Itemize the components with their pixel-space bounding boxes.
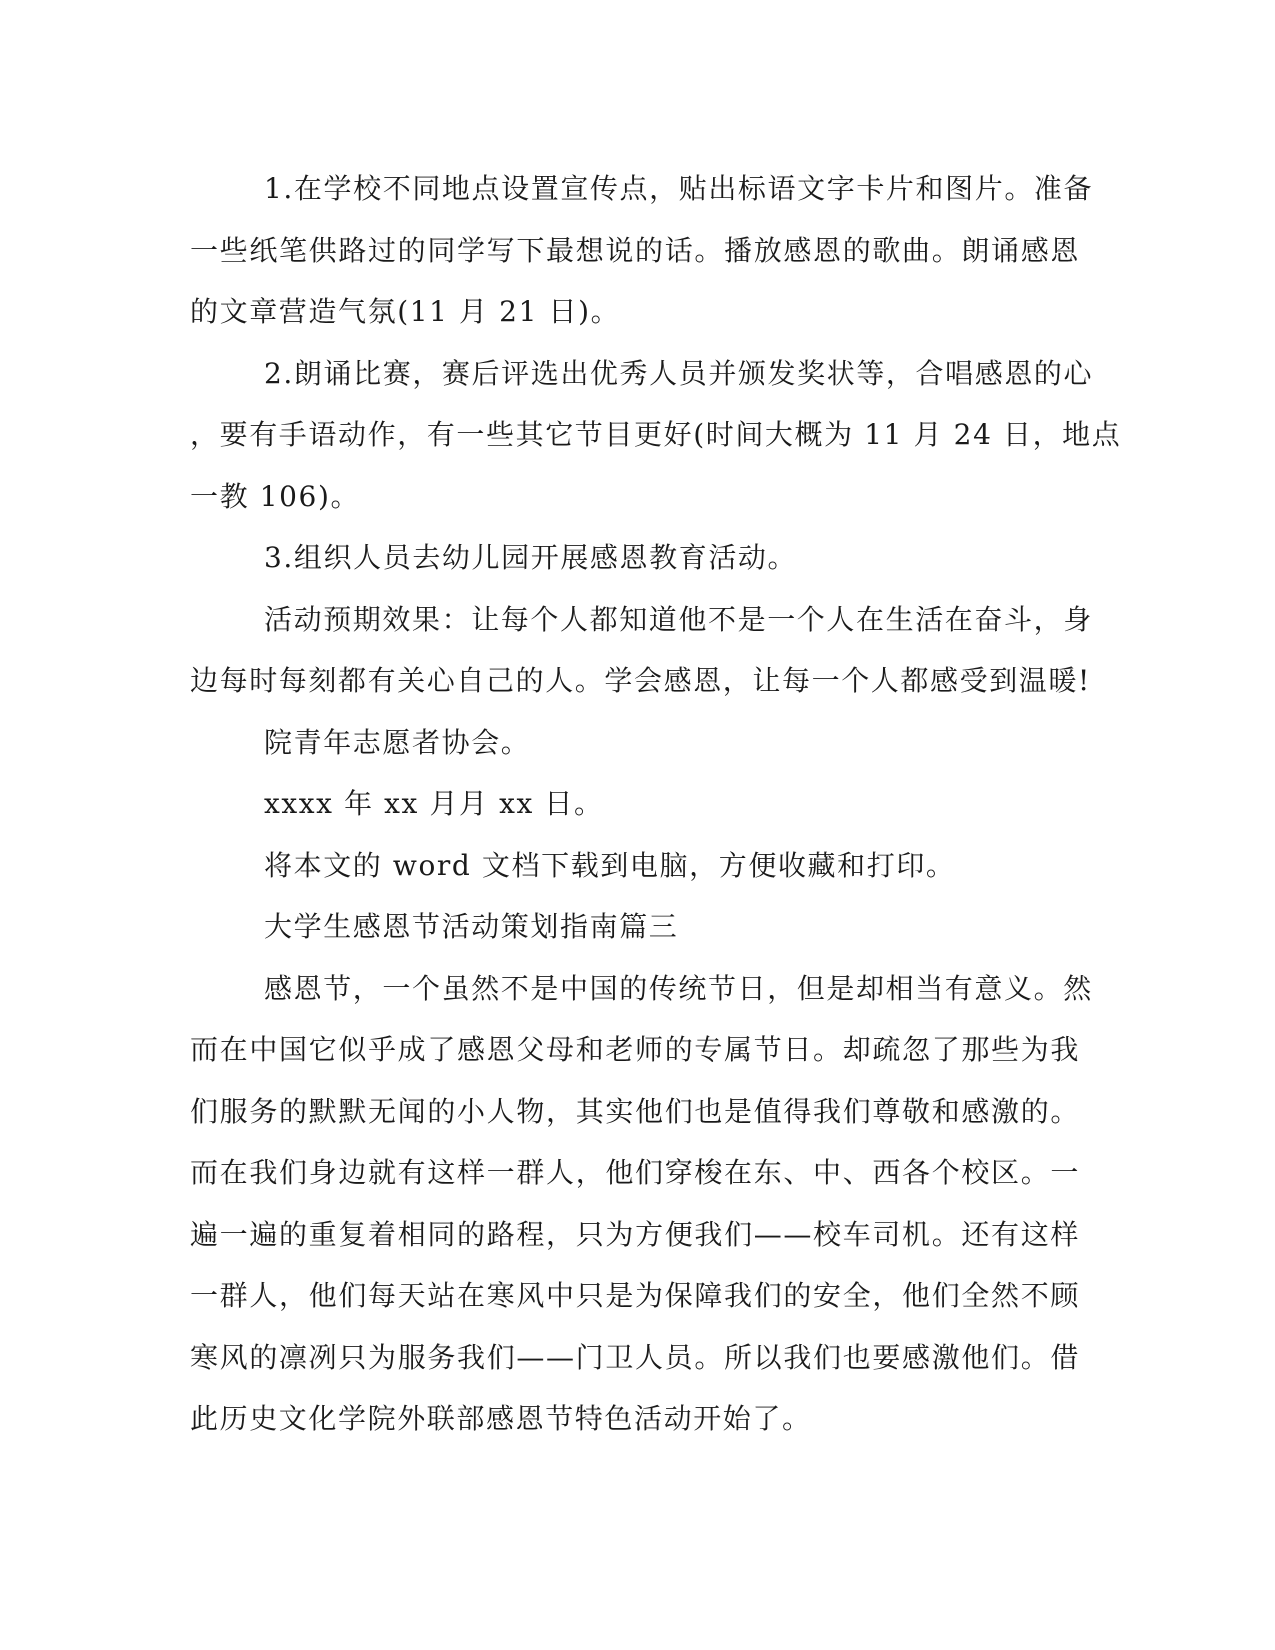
- paragraph-item-3: [190, 527, 1080, 589]
- text-line: 此历史文化学院外联部感恩节特色活动开始了。: [190, 1402, 812, 1435]
- text-line: 感恩节，一个虽然不是中国的传统节日，但是却相当有意义。然: [264, 971, 1093, 1005]
- text-line: 一教 106)。: [190, 479, 361, 513]
- paragraph-item-1: [190, 158, 1094, 343]
- paragraph-date: [190, 773, 1080, 835]
- text-line: 一群人，他们每天站在寒风中只是为保障我们的安全，他们全然不顾: [190, 1279, 1080, 1312]
- text-line: 院青年志愿者协会。: [264, 725, 531, 759]
- text-line: 一些纸笔供路过的同学写下最想说的话。播放感恩的歌曲。朗诵感恩: [190, 233, 1080, 267]
- text-line: 1.在学校不同地点设置宣传点，贴出标语文字卡片和图片。准备: [264, 172, 1094, 205]
- text-line: 将本文的 word 文档下载到电脑，方便收藏和打印。: [264, 848, 956, 882]
- text-line: 而在我们身边就有这样一群人，他们穿梭在东、中、西各个校区。一: [190, 1156, 1080, 1189]
- text-line: 们服务的默默无闻的小人物，其实他们也是值得我们尊敬和感激的。: [190, 1094, 1080, 1128]
- text-line: 2.朗诵比赛，赛后评选出优秀人员并颁发奖状等，合唱感恩的心: [264, 356, 1094, 390]
- paragraph-download-note: [190, 835, 1080, 897]
- text-line: 寒风的凛冽只为服务我们——门卫人员。所以我们也要感激他们。借: [190, 1340, 1080, 1374]
- text-line: 边每时每刻都有关心自己的人。学会感恩，让每一个人都感受到温暖!: [190, 664, 1091, 697]
- text-line: 大学生感恩节活动策划指南篇三: [264, 910, 679, 943]
- text-line: 活动预期效果：让每个人都知道他不是一个人在生活在奋斗，身: [264, 602, 1093, 636]
- paragraph-item-2: [190, 343, 1122, 528]
- text-line: 而在中国它似乎成了感恩父母和老师的专属节日。却疏忽了那些为我: [190, 1033, 1080, 1066]
- text-line: xxxx 年 xx 月月 xx 日。: [264, 787, 604, 820]
- paragraph-organizer: [190, 712, 1080, 774]
- document-body: [190, 158, 1122, 1450]
- section-title: [190, 896, 1080, 958]
- text-line: 3.组织人员去幼儿园开展感恩教育活动。: [264, 541, 798, 574]
- text-line: 的文章营造气氛(11 月 21 日)。: [190, 295, 621, 328]
- text-line: 遍一遍的重复着相同的路程，只为方便我们——校车司机。还有这样: [190, 1217, 1080, 1251]
- paragraph-intro: [190, 958, 1093, 1450]
- paragraph-expected-effect: [190, 589, 1093, 712]
- text-line: ，要有手语动作，有一些其它节目更好(时间大概为 11 月 24 日，地点: [190, 418, 1122, 451]
